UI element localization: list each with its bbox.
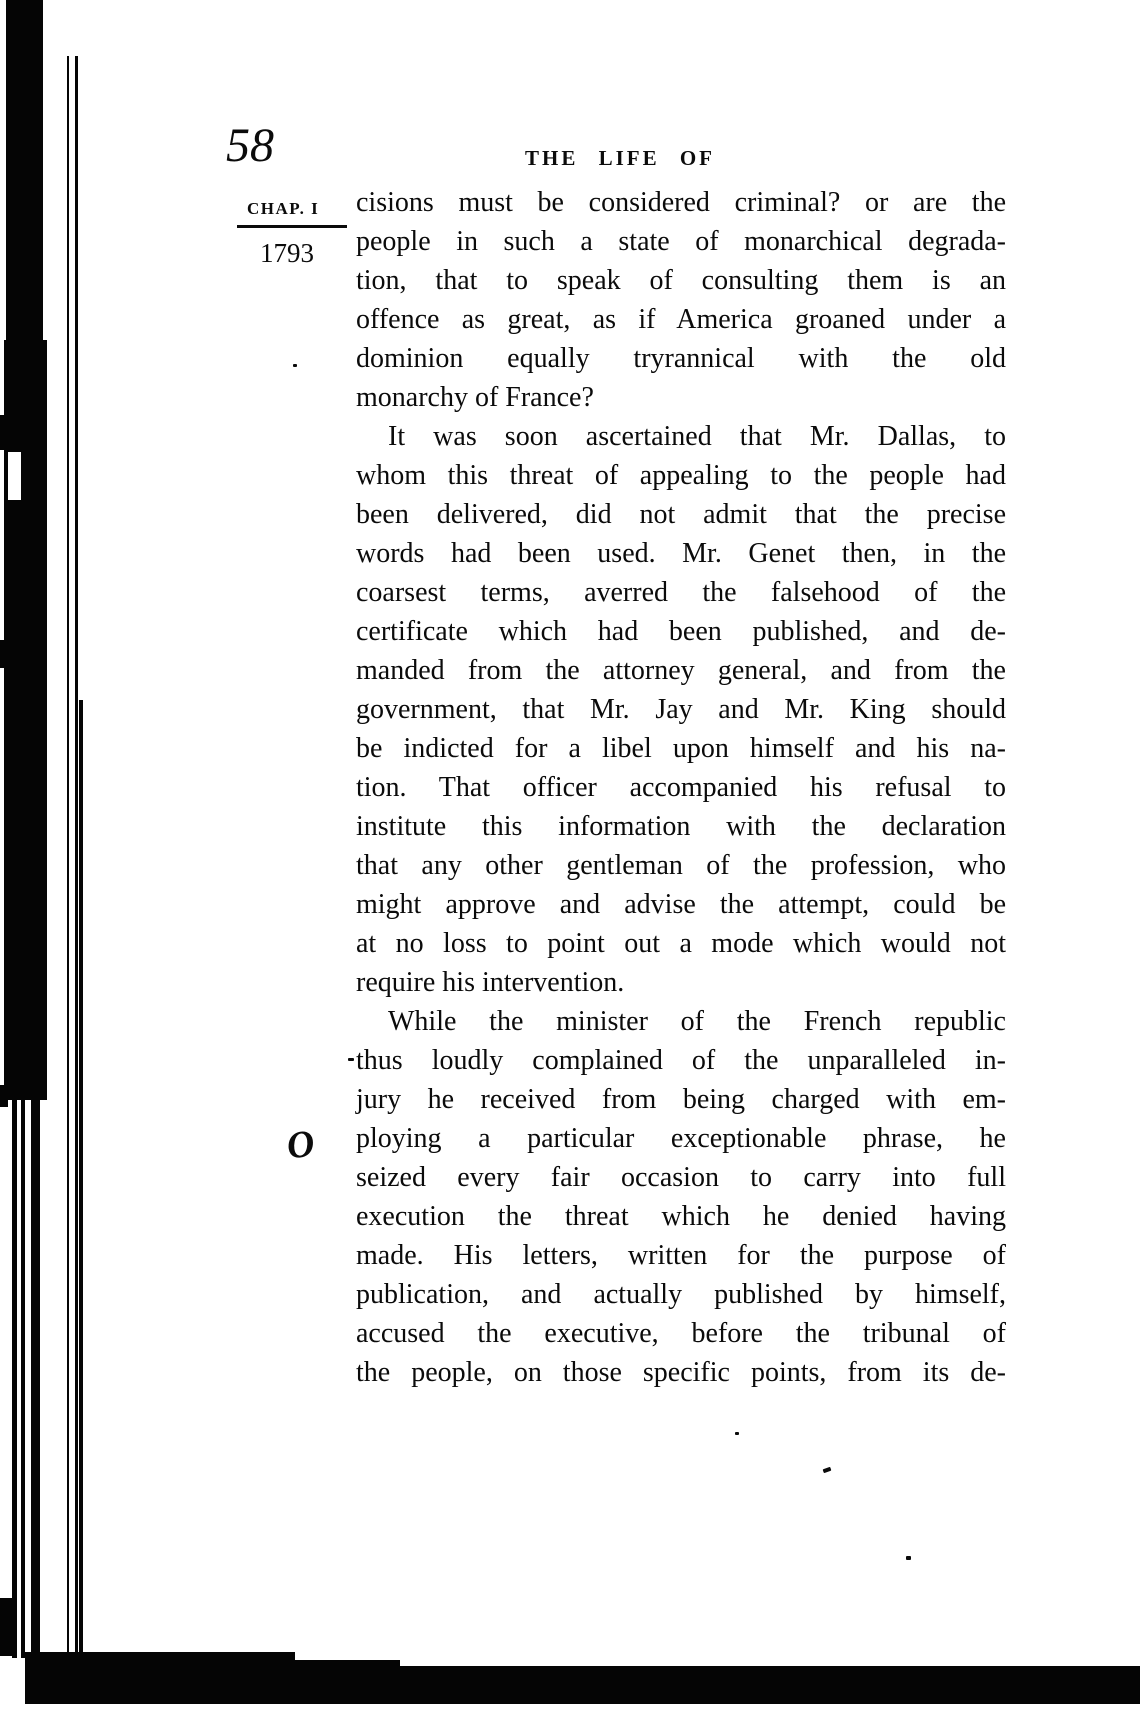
ink-speck xyxy=(906,1556,911,1560)
margin-rule xyxy=(237,225,347,228)
body-line: seized every fair occasion to carry into full xyxy=(356,1162,1006,1193)
body-line: words had been used. Mr. Genet then, in the xyxy=(356,538,1006,569)
binding-line-artifact xyxy=(12,1096,17,1658)
ink-speck xyxy=(823,1467,832,1473)
body-line: accused the executive, before the tribunal of xyxy=(356,1318,1006,1349)
body-line: people in such a state of monarchical degrada- xyxy=(356,226,1006,257)
body-line: jury he received from being charged with em- xyxy=(356,1084,1006,1115)
binding-line-artifact xyxy=(21,1096,25,1658)
page-number: 58 xyxy=(226,119,274,172)
stray-o-mark: O xyxy=(284,1122,318,1168)
page-edge-line xyxy=(79,700,83,1658)
body-line: made. His letters, written for the purpose of xyxy=(356,1240,1006,1271)
body-line: whom this threat of appealing to the people had xyxy=(356,460,1006,491)
chapter-label: CHAP. I xyxy=(247,199,320,218)
body-line: might approve and advise the attempt, could be xyxy=(356,889,1006,920)
scan-blob-artifact xyxy=(0,1085,8,1107)
body-line: the people, on those specific points, from its de- xyxy=(356,1357,1006,1388)
page-edge-line xyxy=(75,56,78,1658)
body-line: that any other gentleman of the profession, who xyxy=(356,850,1006,881)
scan-blob-artifact xyxy=(0,1598,14,1656)
body-line: coarsest terms, averred the falsehood of the xyxy=(356,577,1006,608)
body-line: offence as great, as if America groaned under a xyxy=(356,304,1006,335)
body-line: been delivered, did not admit that the precise xyxy=(356,499,1006,530)
body-line: manded from the attorney general, and from the xyxy=(356,655,1006,686)
body-line: at no loss to point out a mode which would not xyxy=(356,928,1006,959)
body-line: thus loudly complained of the unparalleled in- xyxy=(356,1045,1006,1076)
binding-white-notch xyxy=(8,452,21,500)
running-header: THE LIFE OF xyxy=(524,146,716,170)
body-line: monarchy of France? xyxy=(356,382,594,413)
body-line: execution the threat which he denied having xyxy=(356,1201,1006,1232)
body-line: institute this information with the declaration xyxy=(356,811,1006,842)
body-text-block xyxy=(356,183,1006,1392)
ink-speck xyxy=(293,364,297,367)
ink-speck xyxy=(348,1058,354,1061)
body-line: require his intervention. xyxy=(356,967,625,998)
year-label: 1793 xyxy=(260,238,314,268)
body-line: be indicted for a libel upon himself and his na- xyxy=(356,733,1006,764)
body-line: ploying a particular exceptionable phrase, he xyxy=(356,1123,1006,1154)
page-edge-line xyxy=(67,56,69,1658)
body-line: tion, that to speak of consulting them is an xyxy=(356,265,1006,296)
body-line: tion. That officer accompanied his refusal to xyxy=(356,772,1006,803)
body-line: cisions must be considered criminal? or are the xyxy=(356,187,1006,218)
scan-blob-artifact xyxy=(0,640,8,668)
body-line: certificate which had been published, and de- xyxy=(356,616,1006,647)
ink-speck xyxy=(735,1432,739,1435)
body-line: While the minister of the French republic xyxy=(388,1006,1006,1037)
bottom-scan-bar xyxy=(25,1666,1140,1704)
body-line: government, that Mr. Jay and Mr. King should xyxy=(356,694,1006,725)
binding-line-artifact xyxy=(31,1096,40,1658)
body-line: It was soon ascertained that Mr. Dallas, to xyxy=(388,421,1006,452)
scan-blob-artifact xyxy=(0,415,8,450)
body-line: publication, and actually published by himself, xyxy=(356,1279,1006,1310)
body-line: dominion equally tryrannical with the old xyxy=(356,343,1006,374)
